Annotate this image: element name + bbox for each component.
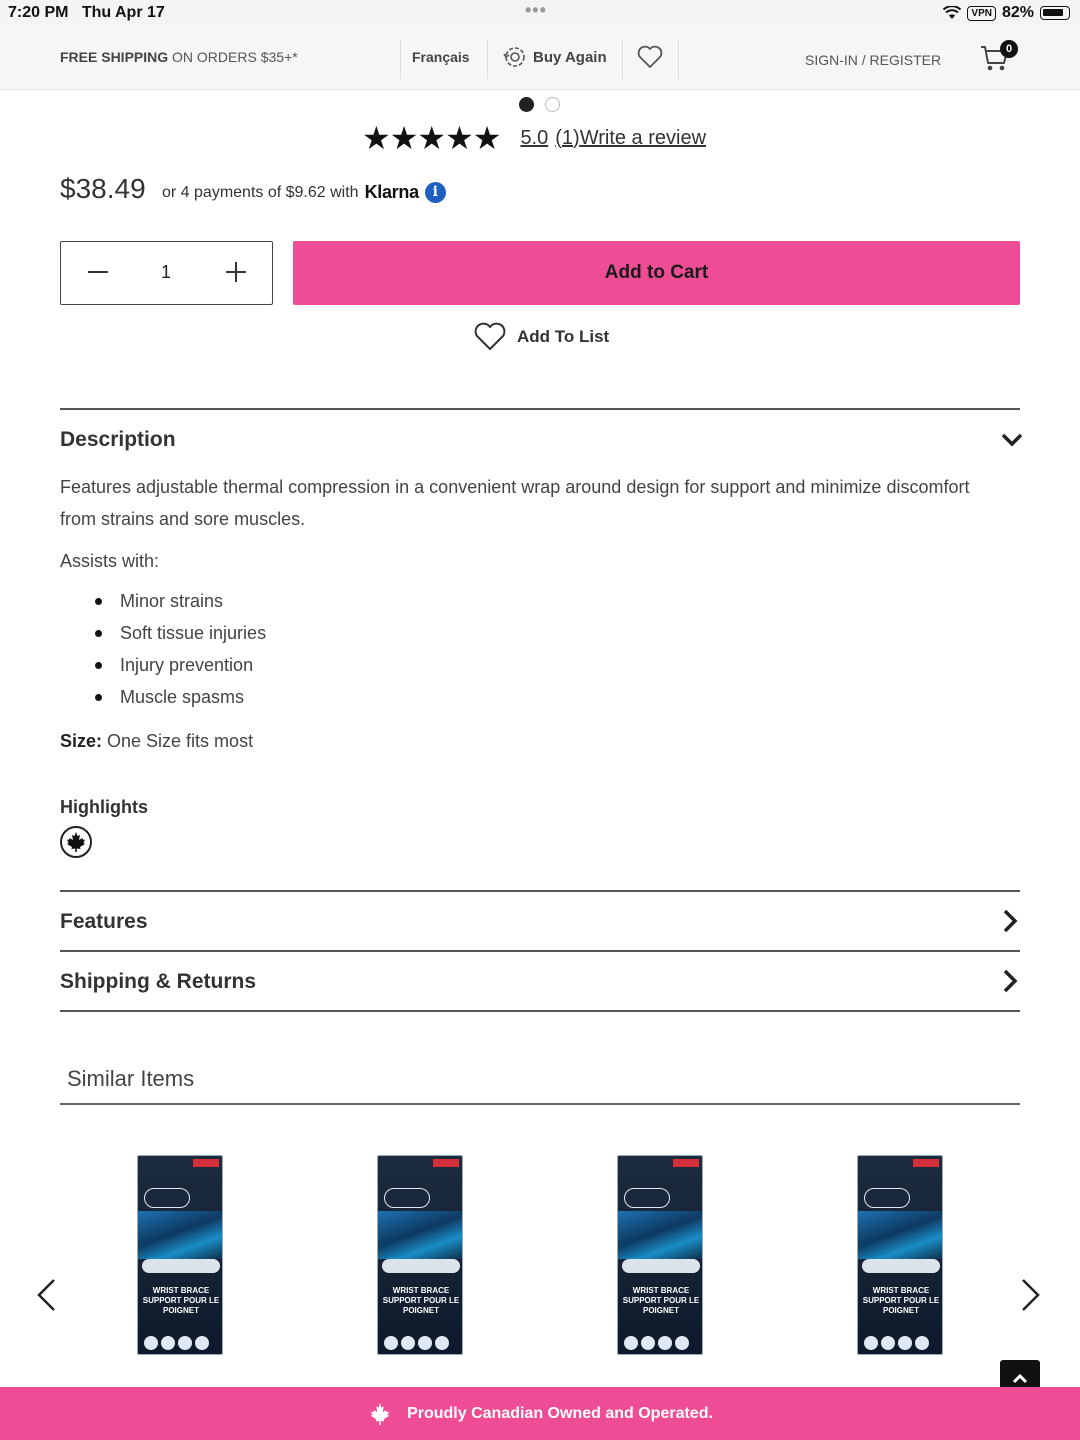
language-toggle[interactable]: Français [412, 49, 470, 65]
chevron-up-icon [1000, 1360, 1040, 1390]
carousel-dot-2[interactable] [545, 97, 560, 112]
similar-item-product-image[interactable]: WRIST BRACE SUPPORT POUR LE POIGNET [377, 1155, 463, 1355]
battery-percent: 82% [1001, 4, 1034, 21]
carousel-next-arrow-icon[interactable] [1018, 1278, 1042, 1317]
header-divider [678, 39, 679, 79]
carousel-prev-arrow-icon[interactable] [35, 1278, 59, 1317]
back-to-top-button[interactable] [1000, 1360, 1040, 1390]
add-to-cart-button[interactable]: Add to Cart [293, 241, 1020, 305]
free-shipping-banner[interactable]: FREE SHIPPING ON ORDERS $35+* [60, 49, 298, 65]
section-divider [60, 1103, 1020, 1105]
maple-leaf-icon [367, 1401, 393, 1427]
size-label: Size: [60, 731, 103, 751]
list-item: Soft tissue injuries [95, 617, 266, 649]
similar-item-product-image[interactable]: WRIST BRACE SUPPORT POUR LE POIGNET [617, 1155, 703, 1355]
features-heading[interactable]: Features [60, 910, 148, 933]
write-review-link[interactable]: Write a review [579, 126, 707, 149]
increase-quantity-button[interactable] [221, 257, 251, 287]
similar-item-product-image[interactable]: WRIST BRACE SUPPORT POUR LE POIGNET [857, 1155, 943, 1355]
canadian-owned-banner [0, 1387, 1080, 1440]
list-item: Muscle spasms [95, 681, 266, 713]
add-to-list-label: Add To List [517, 327, 610, 346]
list-item: Injury prevention [95, 649, 266, 681]
status-bar [0, 0, 1080, 27]
decrease-quantity-button[interactable] [83, 257, 113, 287]
size-value: One Size fits most [102, 731, 254, 751]
footer-banner-text: Proudly Canadian Owned and Operated. [407, 1404, 713, 1422]
review-count-link[interactable]: (1) [555, 126, 580, 149]
product-rating [362, 121, 706, 155]
buy-again-link[interactable] [503, 45, 607, 69]
plus-icon [221, 257, 251, 287]
canadian-maple-leaf-icon [60, 826, 92, 858]
assists-list [95, 585, 266, 713]
header-divider [400, 39, 401, 79]
description-text: Features adjustable thermal compression in a convenient wrap around design for support and minimize discomfort from strains and sore muscles. [60, 477, 970, 529]
add-to-list-button[interactable] [473, 322, 609, 352]
chevron-right-icon[interactable] [1000, 908, 1020, 939]
section-divider [60, 890, 1020, 892]
section-divider [60, 408, 1020, 410]
multitask-dots[interactable]: ••• [525, 0, 547, 20]
section-divider [60, 1010, 1020, 1012]
buy-again-label: Buy Again [533, 48, 607, 66]
carousel-dot-1[interactable] [519, 97, 534, 112]
size-info [60, 731, 253, 752]
quantity-stepper [60, 241, 273, 305]
section-divider [60, 950, 1020, 952]
klarna-text: or 4 payments of $9.62 with [162, 183, 359, 201]
klarna-installments [162, 182, 446, 203]
header-divider [487, 39, 488, 79]
battery-icon [1040, 6, 1070, 20]
status-right [943, 4, 1070, 22]
list-item: Minor strains [95, 585, 266, 617]
heart-icon [473, 322, 507, 352]
info-icon[interactable]: i [425, 182, 446, 203]
vpn-badge: VPN [967, 6, 996, 21]
buy-again-icon [503, 45, 527, 69]
quantity-value[interactable]: 1 [160, 262, 171, 282]
status-time: 7:20 PM Thu Apr 17 [8, 4, 165, 21]
wishlist-heart-icon[interactable] [637, 45, 663, 74]
star-rating-icons: ★★★★★ [362, 120, 501, 156]
minus-icon [83, 257, 113, 287]
sign-in-register-link[interactable]: SIGN-IN / REGISTER [805, 52, 942, 68]
wifi-icon [943, 6, 961, 20]
site-header [0, 27, 1080, 90]
highlights-heading: Highlights [60, 797, 148, 817]
product-price: $38.49 [60, 173, 146, 204]
shipping-returns-heading[interactable]: Shipping & Returns [60, 970, 256, 993]
header-divider [622, 39, 623, 79]
similar-items-heading: Similar Items [67, 1066, 195, 1091]
assists-label: Assists with: [60, 551, 160, 571]
rating-value[interactable]: 5.0 [520, 126, 549, 149]
cart-count-badge: 0 [1000, 40, 1018, 58]
chevron-right-icon[interactable] [1000, 968, 1020, 999]
description-heading[interactable]: Description [60, 428, 176, 451]
klarna-logo: Klarna [364, 182, 419, 202]
similar-item-product-image[interactable]: WRIST BRACE SUPPORT POUR LE POIGNET [137, 1155, 223, 1355]
chevron-down-icon[interactable] [1000, 430, 1024, 455]
